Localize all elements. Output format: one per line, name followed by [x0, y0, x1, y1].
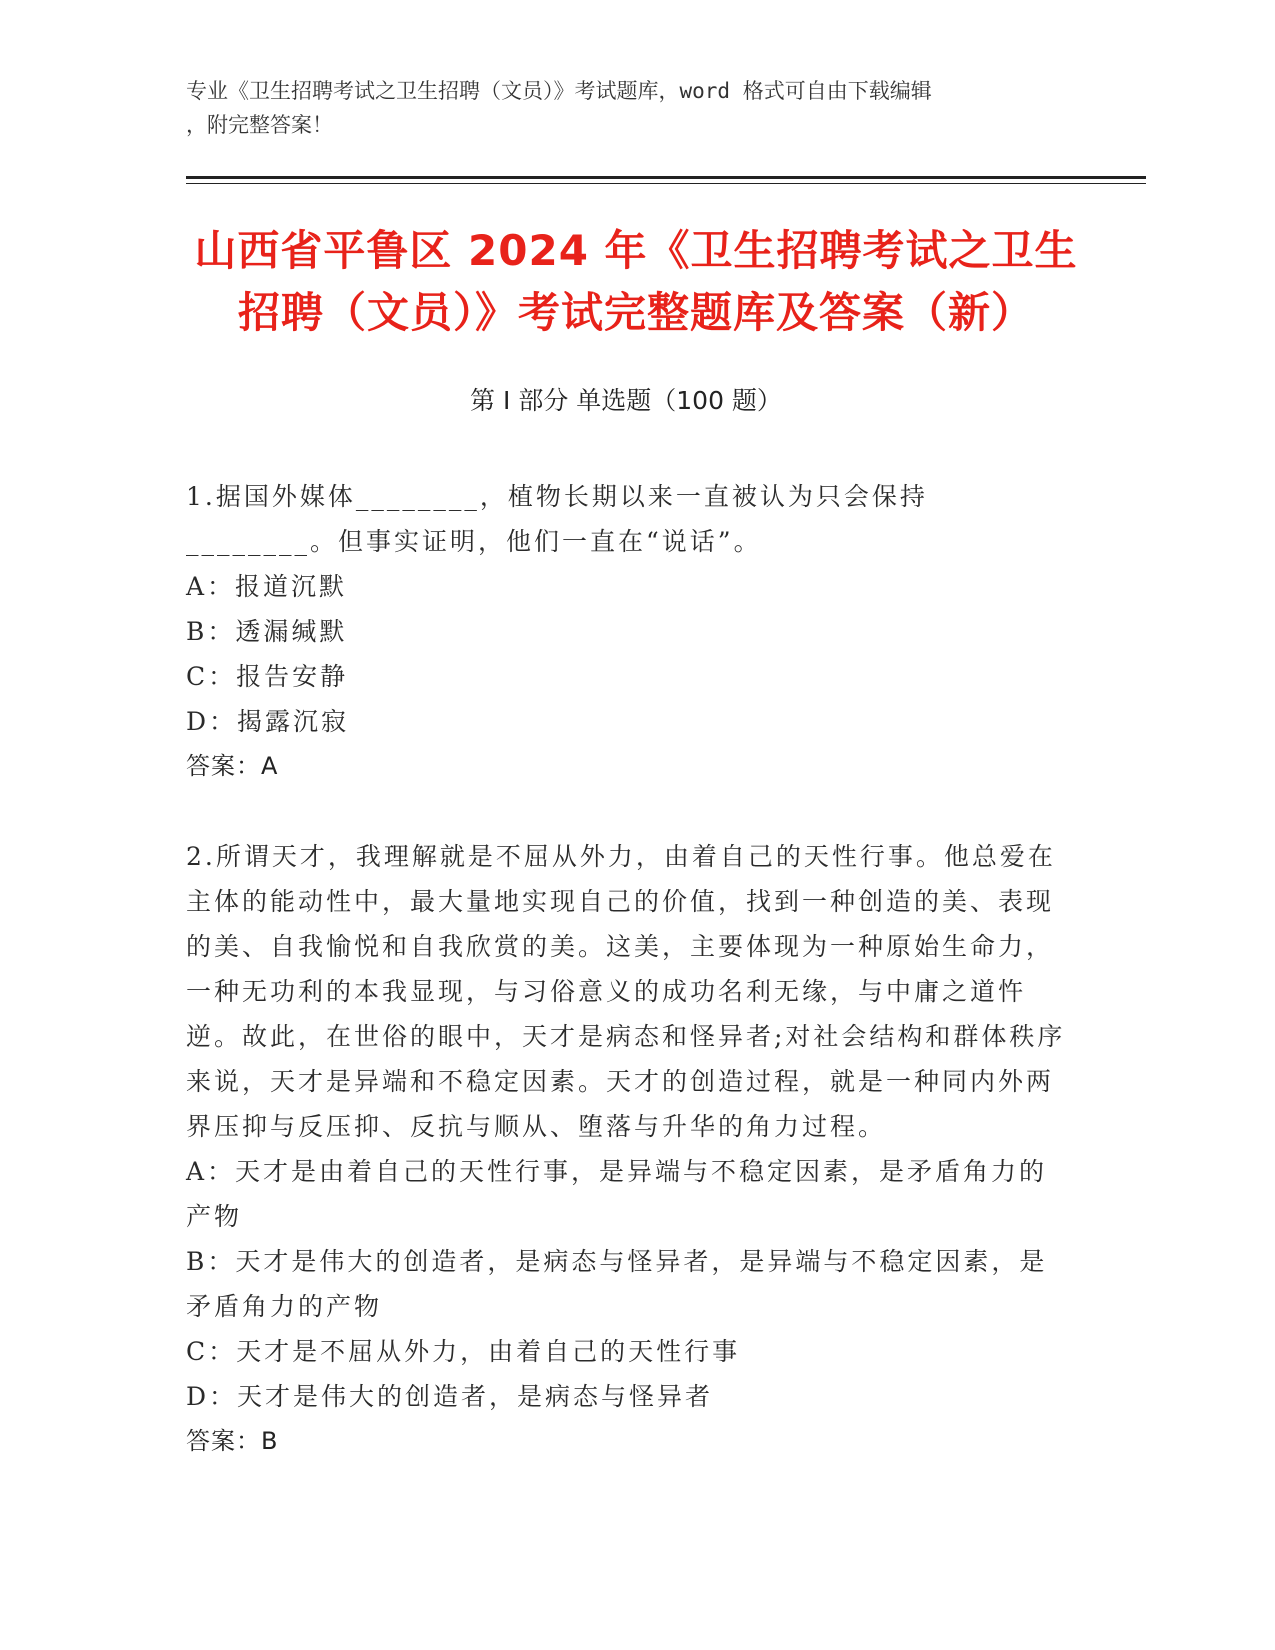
header-rule-thin	[186, 183, 1146, 184]
section-heading: 第 I 部分 单选题（100 题）	[470, 386, 782, 415]
document-title	[186, 220, 1086, 344]
option-c: C：天才是不屈从外力，由着自己的天性行事	[186, 1337, 741, 1366]
header-line-1: 专业《卫生招聘考试之卫生招聘（文员）》考试题库，word 格式可自由下载编辑	[186, 79, 932, 103]
header-rule-thick	[186, 176, 1146, 179]
question-list	[186, 474, 1066, 1509]
question-1	[186, 474, 1066, 789]
option-b: B：天才是伟大的创造者，是病态与怪异者，是异端与不稳定因素，是矛盾角力的产物	[186, 1247, 1048, 1321]
header-line-2: ，附完整答案！	[186, 113, 333, 137]
option-a: A：天才是由着自己的天性行事，是异端与不稳定因素，是矛盾角力的产物	[186, 1157, 1048, 1231]
page-header	[186, 74, 1066, 142]
option-a: A：报道沉默	[186, 572, 348, 601]
question-stem: 2.所谓天才，我理解就是不屈从外力，由着自己的天性行事。他总爱在主体的能动性中，最大量地实现自己的价值，找到一种创造的美、表现的美、自我愉悦和自我欣赏的美。这美，主要体现为一种原始生命力，一种无功利的本我显现，与习俗意义的成功名利无缘，与中庸之道忤逆。故此，在世俗的眼中，天才是病态和怪异者;对社会结构和群体秩序来说，天才是异端和不稳定因素。天才的创造过程，就是一种同内外两界压抑与反压抑、反抗与顺从、堕落与升华的角力过程。	[186, 842, 1066, 1141]
option-c: C：报告安静	[186, 662, 349, 691]
answer-label: 答案：B	[186, 1427, 279, 1455]
answer-label: 答案：A	[186, 752, 279, 780]
question-stem: 1.据国外媒体________，植物长期以来一直被认为只会保持________。但事实证明，他们一直在“说话”。	[186, 482, 928, 556]
question-2	[186, 834, 1066, 1464]
option-b: B：透漏缄默	[186, 617, 348, 646]
option-d: D：天才是伟大的创造者，是病态与怪异者	[186, 1382, 714, 1411]
option-d: D：揭露沉寂	[186, 707, 350, 736]
title-line-2: 招聘（文员）》考试完整题库及答案（新）	[237, 288, 1034, 337]
title-line-1: 山西省平鲁区 2024 年《卫生招聘考试之卫生	[194, 226, 1078, 275]
